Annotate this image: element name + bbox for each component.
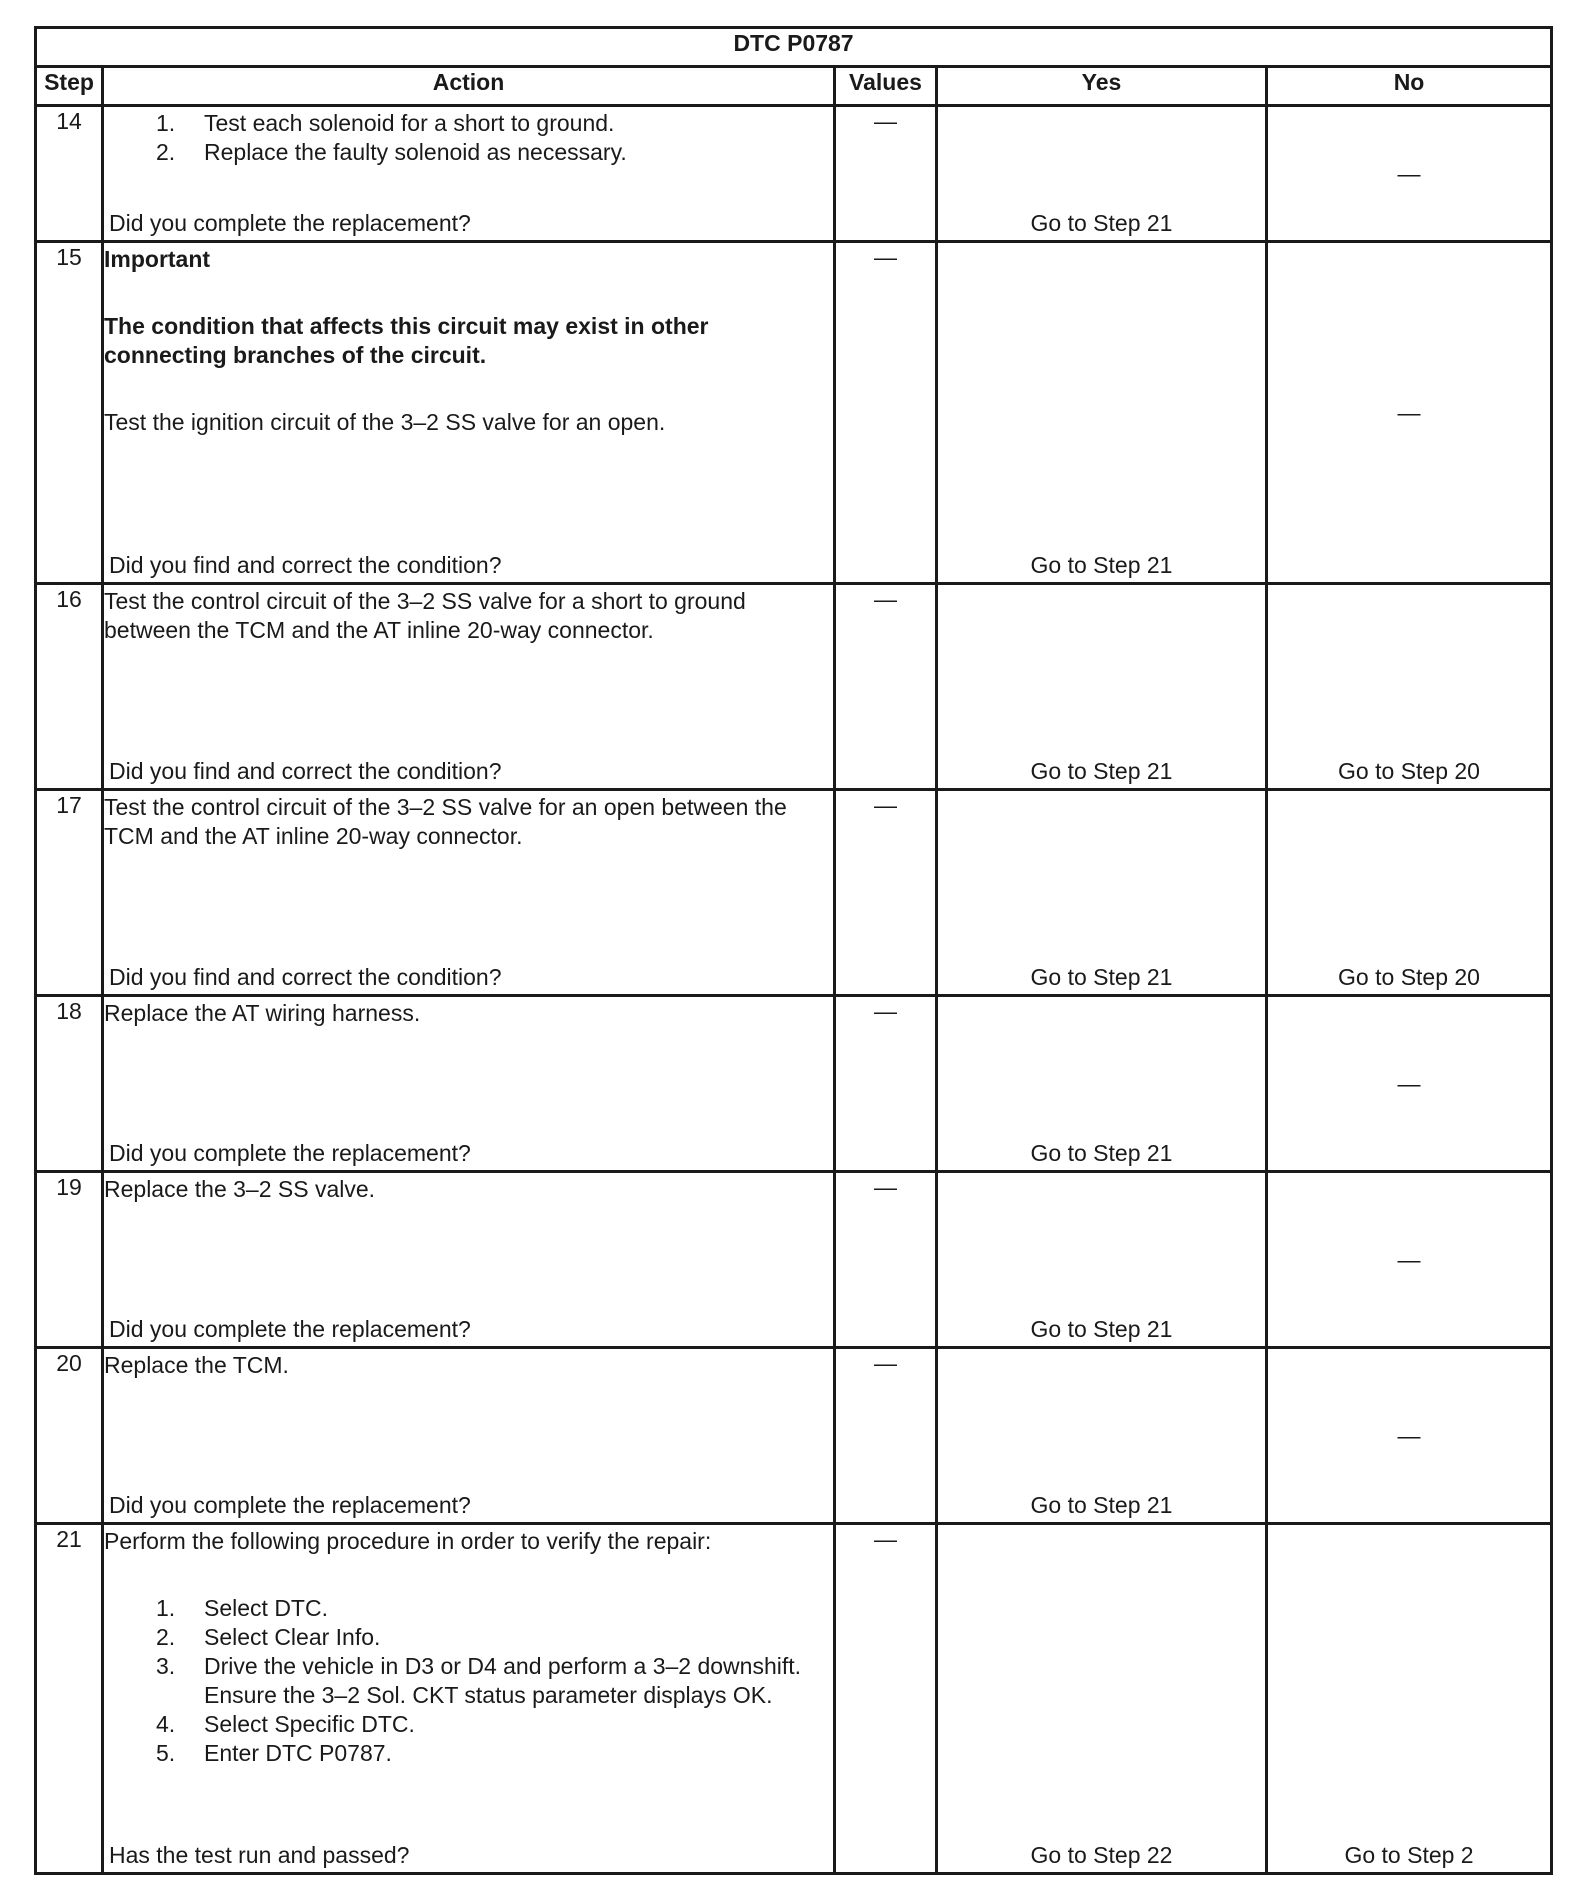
action-text: Replace the TCM. <box>104 1352 289 1378</box>
step-number: 16 <box>36 584 103 790</box>
yes-cell <box>937 996 1267 1172</box>
list-item: 3. Drive the vehicle in D3 or D4 and perform a 3–2 downshift. Ensure the 3–2 Sol. CKT status parameter displays OK. <box>156 1653 802 1708</box>
action-text: Perform the following procedure in order to verify the repair: <box>104 1528 712 1554</box>
no-cell <box>1267 1172 1552 1348</box>
action-cell <box>103 1172 835 1348</box>
header-yes: Yes <box>937 67 1267 106</box>
action-list <box>104 1594 833 1768</box>
values-cell: — <box>835 242 937 584</box>
action-cell <box>103 106 835 242</box>
no-link: Go to Step 20 <box>1338 758 1480 784</box>
yes-cell <box>937 1172 1267 1348</box>
no-link: Go to Step 20 <box>1338 964 1480 990</box>
dtc-table <box>34 26 1553 1875</box>
table-row-step-20 <box>36 1348 1552 1524</box>
no-link: — <box>1397 160 1421 186</box>
no-link: — <box>1397 399 1421 425</box>
action-question: Did you complete the replacement? <box>109 1140 471 1166</box>
no-cell <box>1267 996 1552 1172</box>
yes-cell <box>937 584 1267 790</box>
yes-link: Go to Step 21 <box>1030 1492 1173 1518</box>
action-text: Test the ignition circuit of the 3–2 SS valve for an open. <box>104 409 666 435</box>
action-cell <box>103 790 835 996</box>
no-link: — <box>1397 1246 1421 1272</box>
list-item: 1. Select DTC. <box>156 1595 328 1621</box>
list-item: 4. Select Specific DTC. <box>156 1711 415 1737</box>
step-number: 14 <box>36 106 103 242</box>
action-question: Did you complete the replacement? <box>109 1316 471 1342</box>
action-cell <box>103 242 835 584</box>
no-cell <box>1267 790 1552 996</box>
action-question: Did you find and correct the condition? <box>109 552 502 578</box>
action-text: Test the control circuit of the 3–2 SS valve for an open between the TCM and the AT inline 20-way connector. <box>104 794 787 849</box>
yes-cell <box>937 242 1267 584</box>
header-step: Step <box>36 67 103 106</box>
list-item: 2. Replace the faulty solenoid as necessary. <box>156 139 627 165</box>
table-title: DTC P0787 <box>36 28 1552 67</box>
yes-link: Go to Step 21 <box>1030 210 1173 236</box>
action-text: Replace the AT wiring harness. <box>104 1000 421 1026</box>
action-question: Did you find and correct the condition? <box>109 758 502 784</box>
table-row-step-18 <box>36 996 1552 1172</box>
header-action: Action <box>103 67 835 106</box>
list-item: 1. Test each solenoid for a short to ground. <box>156 110 615 136</box>
important-text: The condition that affects this circuit may exist in other connecting branches of the circuit. <box>104 313 709 368</box>
table-row-step-16 <box>36 584 1552 790</box>
important-label: Important <box>104 246 211 272</box>
values-cell: — <box>835 996 937 1172</box>
no-link: — <box>1397 1422 1421 1448</box>
no-cell <box>1267 1348 1552 1524</box>
action-text: Test the control circuit of the 3–2 SS valve for a short to ground between the TCM and the AT inline 20-way connector. <box>104 588 746 643</box>
action-list <box>104 109 833 167</box>
no-cell <box>1267 242 1552 584</box>
list-item: 5. Enter DTC P0787. <box>156 1740 392 1766</box>
header-values: Values <box>835 67 937 106</box>
table-row-step-19 <box>36 1172 1552 1348</box>
values-cell: — <box>835 1172 937 1348</box>
step-number: 21 <box>36 1524 103 1874</box>
action-question: Did you find and correct the condition? <box>109 964 502 990</box>
action-cell <box>103 1524 835 1874</box>
no-link: Go to Step 2 <box>1344 1842 1474 1868</box>
step-number: 18 <box>36 996 103 1172</box>
values-cell: — <box>835 584 937 790</box>
values-cell: — <box>835 790 937 996</box>
yes-link: Go to Step 22 <box>1030 1842 1173 1868</box>
header-no: No <box>1267 67 1552 106</box>
action-cell <box>103 584 835 790</box>
yes-cell <box>937 106 1267 242</box>
step-number: 17 <box>36 790 103 996</box>
table-row-step-21 <box>36 1524 1552 1874</box>
table-row-step-14 <box>36 106 1552 242</box>
no-link: — <box>1397 1070 1421 1096</box>
no-cell <box>1267 584 1552 790</box>
table-row-step-17 <box>36 790 1552 996</box>
action-question: Did you complete the replacement? <box>109 1492 471 1518</box>
no-cell <box>1267 1524 1552 1874</box>
dtc-sheet <box>34 26 1550 1875</box>
yes-link: Go to Step 21 <box>1030 1316 1173 1342</box>
yes-link: Go to Step 21 <box>1030 1140 1173 1166</box>
table-row-step-15 <box>36 242 1552 584</box>
action-question: Has the test run and passed? <box>109 1842 410 1868</box>
values-cell: — <box>835 1348 937 1524</box>
step-number: 20 <box>36 1348 103 1524</box>
no-cell <box>1267 106 1552 242</box>
step-number: 15 <box>36 242 103 584</box>
list-item: 2. Select Clear Info. <box>156 1624 381 1650</box>
yes-link: Go to Step 21 <box>1030 758 1173 784</box>
yes-cell <box>937 1524 1267 1874</box>
action-cell <box>103 996 835 1172</box>
action-text: Replace the 3–2 SS valve. <box>104 1176 376 1202</box>
step-number: 19 <box>36 1172 103 1348</box>
yes-cell <box>937 790 1267 996</box>
yes-link: Go to Step 21 <box>1030 964 1173 990</box>
values-cell: — <box>835 1524 937 1874</box>
action-question: Did you complete the replacement? <box>109 210 471 236</box>
action-cell <box>103 1348 835 1524</box>
yes-cell <box>937 1348 1267 1524</box>
values-cell: — <box>835 106 937 242</box>
yes-link: Go to Step 21 <box>1030 552 1173 578</box>
